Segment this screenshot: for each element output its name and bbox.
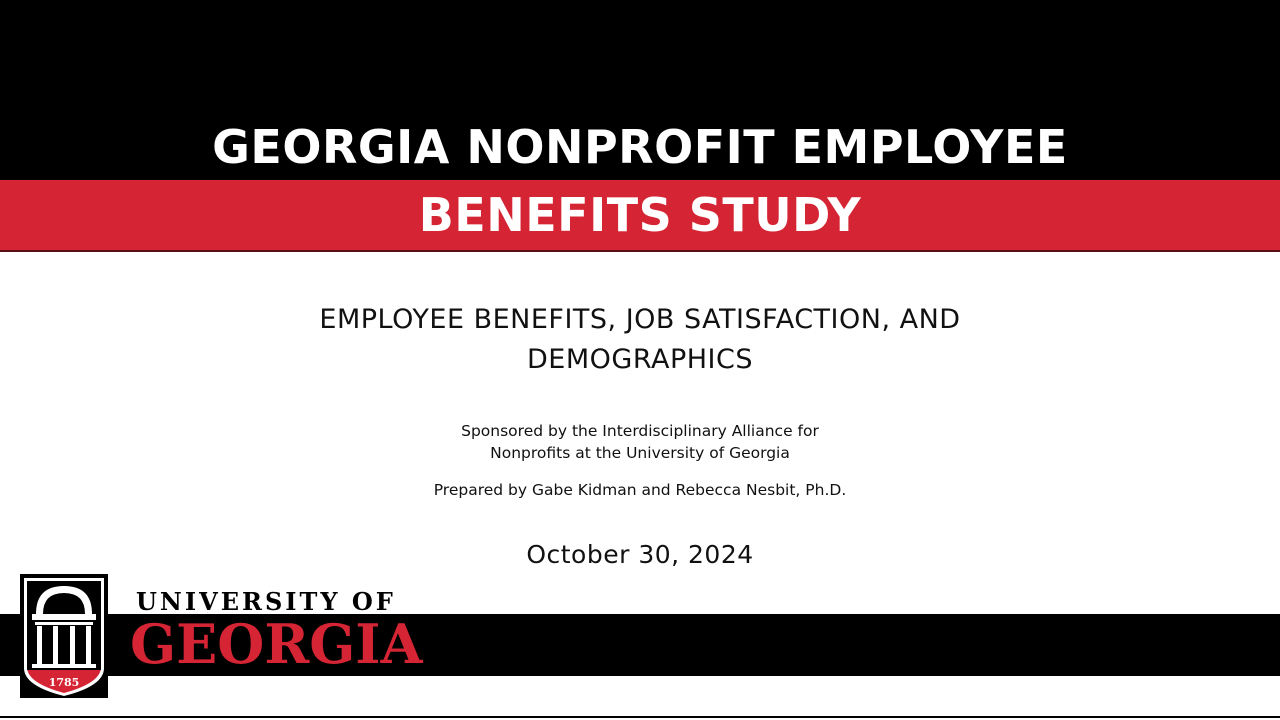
bottom-divider (0, 716, 1280, 718)
sponsor-line1: Sponsored by the Interdisciplinary Alliance for (461, 422, 819, 440)
sponsor-line2: Nonprofits at the University of Georgia (490, 444, 790, 462)
arch-icon (20, 574, 108, 698)
prepared-by-text: Prepared by Gabe Kidman and Rebecca Nesbit, Ph.D. (433, 481, 847, 499)
subtitle-line2: DEMOGRAPHICS (527, 344, 753, 375)
report-subtitle (240, 300, 1040, 380)
page-title-line1: GEORGIA NONPROFIT EMPLOYEE (212, 120, 1068, 174)
logo-year: 1785 (48, 676, 80, 689)
report-date: October 30, 2024 (526, 540, 754, 569)
page-title-line2: BENEFITS STUDY (418, 188, 862, 242)
logo-university-of: UNIVERSITY OF (136, 587, 396, 616)
uga-logo (20, 574, 423, 700)
sponsor-text (340, 420, 940, 464)
subtitle-line1: EMPLOYEE BENEFITS, JOB SATISFACTION, AND (319, 304, 961, 335)
logo-registered-mark: ® (99, 682, 108, 692)
logo-georgia: GEORGIA (130, 612, 423, 676)
